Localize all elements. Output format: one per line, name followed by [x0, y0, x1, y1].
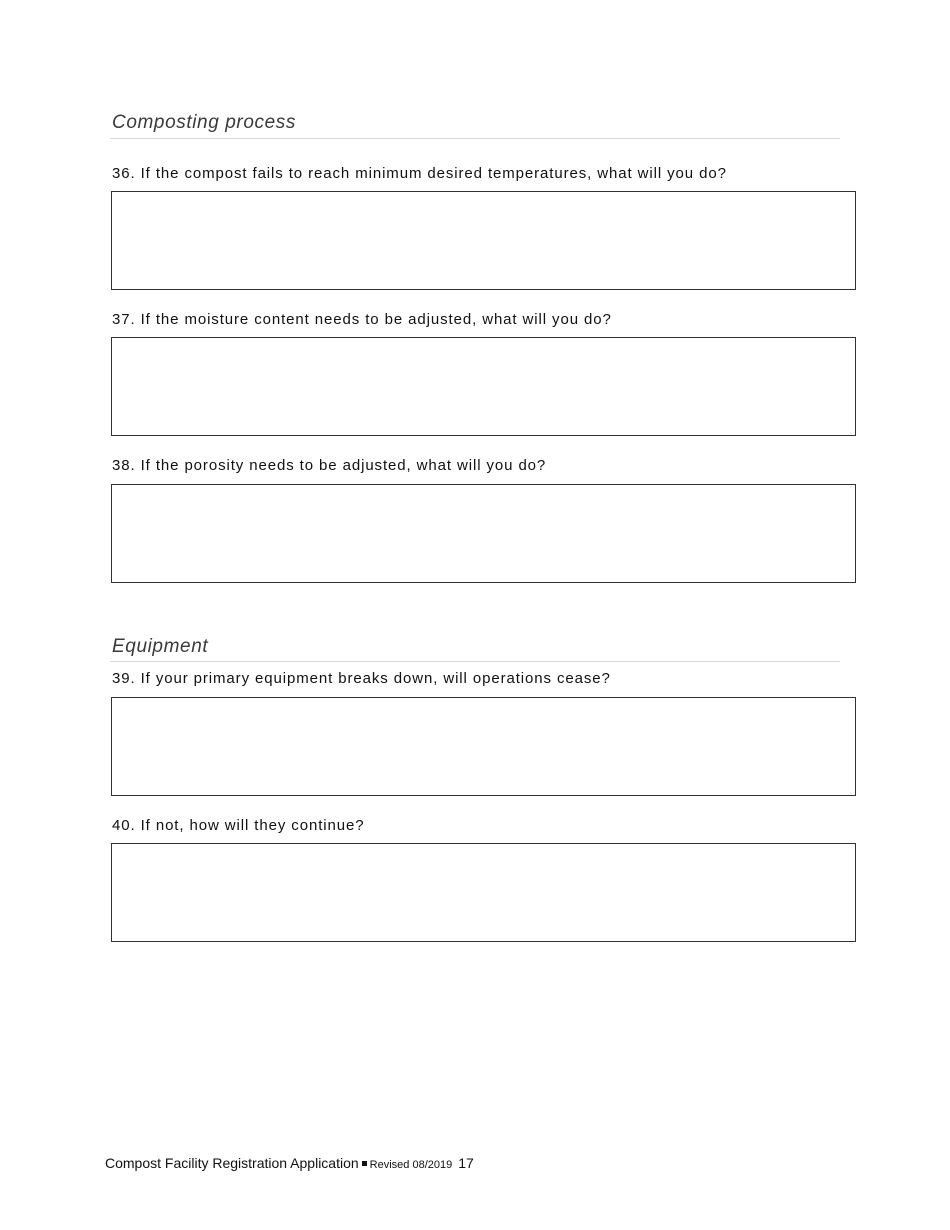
- question-36-answer-field[interactable]: [111, 191, 856, 290]
- section-divider-composting: [110, 138, 840, 139]
- question-39-answer-field[interactable]: [111, 697, 856, 796]
- footer-doc-title: Compost Facility Registration Application: [105, 1155, 359, 1171]
- question-36-label: 36. If the compost fails to reach minimum desired temperatures, what will you do?: [112, 165, 727, 182]
- section-title-equipment: Equipment: [112, 636, 209, 657]
- question-40-label: 40. If not, how will they continue?: [112, 817, 365, 834]
- section-title-composting: Composting process: [112, 112, 296, 133]
- footer-bullet-icon: [362, 1161, 367, 1166]
- question-37-label: 37. If the moisture content needs to be adjusted, what will you do?: [112, 311, 612, 328]
- question-37-answer-field[interactable]: [111, 337, 856, 436]
- question-38-answer-field[interactable]: [111, 484, 856, 583]
- question-38-label: 38. If the porosity needs to be adjusted, what will you do?: [112, 457, 547, 474]
- question-40-answer-field[interactable]: [111, 843, 856, 942]
- footer-revised-date: Revised 08/2019: [369, 1159, 453, 1171]
- question-39-label: 39. If your primary equipment breaks down, will operations cease?: [112, 670, 611, 687]
- footer-page-number: 17: [458, 1155, 474, 1171]
- section-divider-equipment: [110, 661, 840, 662]
- page-footer: [105, 1155, 474, 1171]
